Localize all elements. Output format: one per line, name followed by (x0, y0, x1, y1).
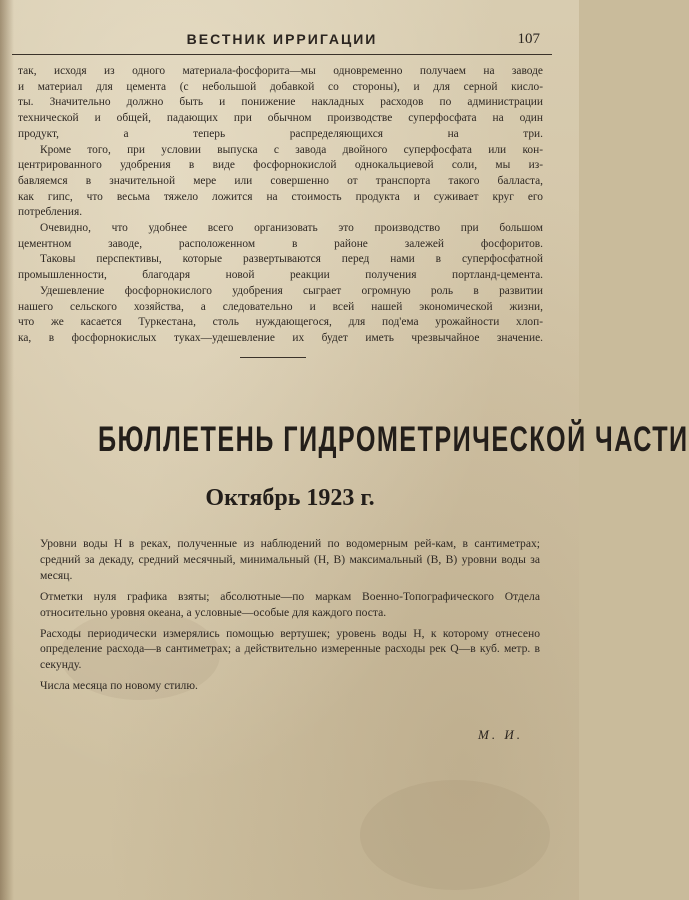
article-paragraph: Удешевление фосфорнокислого удобрения сыграет огромную роль в развитии нашего сельского хозяйства, а следовательно и всей нашей экономической жизни, что же касается Туркестана, столь нуждающегося, для под'ема урожайности хлоп- ка, в фосфорнокислых туках—удешевление их будет иметь чрезвычайное значение. (18, 284, 543, 344)
page-edge-shadow (0, 0, 14, 900)
article-paragraph: Кроме того, при условии выпуска с завода двойного суперфосфата или кон- центрированного удобрения в виде фосфорнокислой однокальциевой соли, мы из- бавляемся в значительной мере или совершенно от транспорта такого балласта, как гипс, что весьма тяжело ложится на стоимость продукта и суживает круг его потребления. (18, 143, 543, 219)
article-paragraph: Очевидно, что удобнее всего организовать это производство при большом цементном заводе, расположенном в районе залежей фосфоритов. (18, 222, 543, 250)
article-paragraph: так, исходя из одного материала-фосфорита—мы одновременно получаем на заводе и материал для цемента (с небольшой добавкой со стороны), и для серной кисло- ты. Значительно должно быть и понижение накладных расходов по администрации технической и общей, падающих при обычном производстве суперфосфата на один продукт, а теперь распределяющихся на три. (18, 65, 543, 140)
bulletin-paragraph: Расходы периодически измерялись помощью вертушек; уровень воды H, к которому отнесено определение расхода—в сантиметрах; а действительно измеренные расходы рек Q—в куб. метр. в секунду. (40, 626, 540, 672)
paper-stain (360, 780, 550, 890)
bulletin-paragraph: Отметки нуля графика взяты; абсолютные—по маркам Военно-Топографического Отдела относительно уровня океана, а условные—особые для каждого поста. (40, 589, 540, 619)
bulletin-paragraph: Уровни воды H в реках, полученные из наблюдений по водомерным рей-кам, в сантиметрах; средний за декаду, средний месячный, минимальный (H, B) максимальный (B, B) уровни воды за месяц. (40, 537, 540, 582)
running-header (12, 28, 552, 55)
article-continuation (18, 64, 543, 347)
bulletin-title: БЮЛЛЕТЕНЬ ГИДРОМЕТРИЧЕСКОЙ ЧАСТИ (98, 420, 689, 459)
bulletin-notes (40, 536, 540, 699)
article-paragraph: Таковы перспективы, которые развертываются перед нами в суперфосфатной промышленности, благодаря новой реакции получения портланд-цемента. (18, 253, 543, 282)
journal-title: ВЕСТНИК ИРРИГАЦИИ (186, 31, 378, 47)
author-signature: М. И. (478, 727, 523, 742)
bulletin-paragraph: Числа месяца по новому стилю. (40, 679, 198, 693)
page-number: 107 (517, 31, 540, 47)
bulletin-subtitle: Октябрь 1923 г. (205, 485, 375, 511)
section-divider (240, 357, 306, 358)
